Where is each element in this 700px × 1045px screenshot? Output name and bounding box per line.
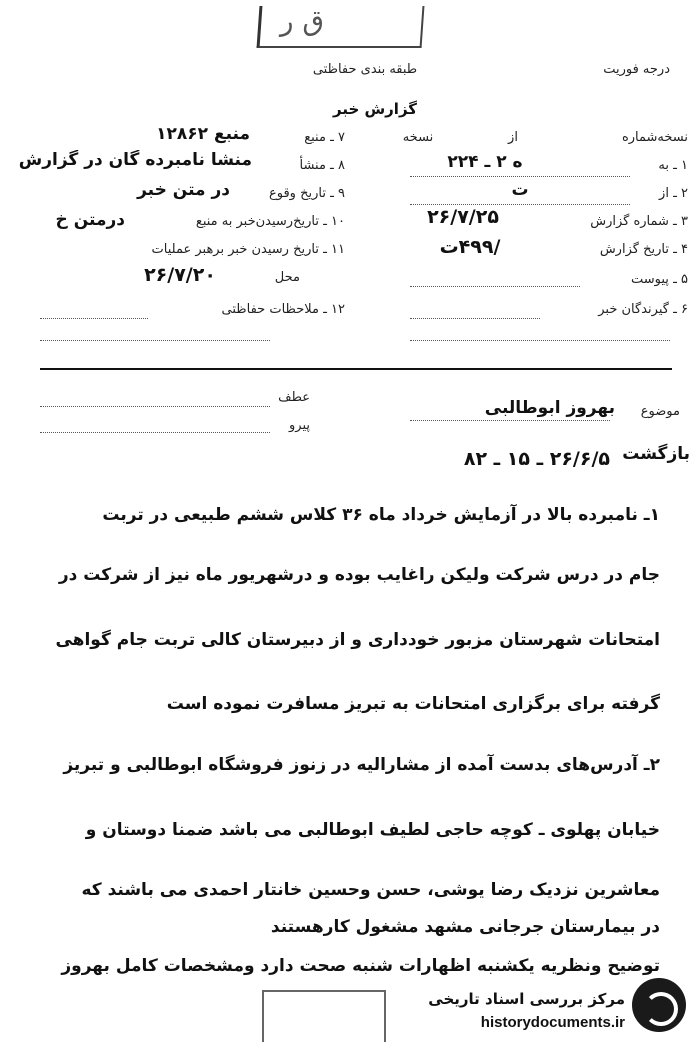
- watermark-org: مرکز بررسی اسناد تاریخی: [428, 990, 625, 1008]
- field-label-from: ۲ ـ از: [659, 186, 688, 201]
- body-line: در بیمارستان جرجانی مشهد مشغول کارهستند: [270, 917, 660, 937]
- field-value-report-number: ۲۶/۷/۲۵: [427, 206, 499, 228]
- dotted-line: [40, 318, 148, 319]
- field-label-news-to-source-date: ۱۰ ـ تاریخ‌رسیدن‌خبر به منبع: [195, 214, 345, 229]
- dotted-line: [410, 204, 630, 205]
- separator-rule: [40, 368, 672, 370]
- body-line: ۲ـ آدرس‌های بدست آمده از مشارالیه در زنوز فروشگاه ابوطالبی و تبریز: [63, 755, 660, 775]
- priority-label: درجه فوریت: [603, 62, 670, 77]
- field-label-to: ۱ ـ به: [658, 158, 688, 173]
- bottom-stamp-box: [262, 990, 386, 1042]
- field-label-recipients: ۶ ـ گیرندگان خبر: [598, 302, 688, 317]
- top-stamp-text: ق ر: [280, 4, 325, 37]
- field-label-report-number: ۳ ـ شماره گزارش: [590, 214, 688, 229]
- dotted-line: [410, 340, 670, 341]
- field-label-place: محل: [274, 270, 300, 285]
- field-label-origin: ۸ ـ منشأ: [299, 158, 345, 173]
- bazgasht-label: بازگشت: [622, 444, 690, 464]
- field-label-copy-number: نسخه‌شماره: [621, 130, 688, 145]
- body-line: جام در درس شرکت ولیکن راغایب بوده و درشهریور ماه نیز از شرکت در: [58, 565, 660, 585]
- body-line: توضیح ونظریه یکشنبه اظهارات شنبه صحت دارد ومشخصات کامل بهروز: [61, 956, 660, 976]
- body-line: امتحانات شهرستان مزبور خودداری و از دبیرستان کالی تربت جام گواهی: [55, 630, 660, 650]
- field-value-source: منبع ۱۲۸۶۲: [156, 124, 250, 144]
- body-line: گرفته برای برگزاری امتحانات به تبریز مسافرت نموده است: [166, 694, 660, 714]
- field-value-copy-unit: نسخه: [402, 130, 434, 145]
- body-line: خیابان پهلوی ـ کوچه حاجی لطیف ابوطالبی می باشد ضمنا دوستان و: [85, 820, 660, 840]
- field-value-place: ۲۶/۷/۲۰: [144, 264, 216, 286]
- peiro-label: پیرو: [289, 418, 310, 433]
- watermark-logo-icon: [632, 978, 686, 1032]
- field-label-security-notes: ۱۲ ـ ملاحظات حفاظتی: [221, 302, 345, 317]
- field-label-source: ۷ ـ منبع: [304, 130, 345, 145]
- field-value-copy-from: از: [508, 130, 518, 145]
- subject-label: موضوع: [640, 404, 680, 419]
- field-value-origin: منشا نامبرده گان در گزارش: [18, 150, 252, 170]
- body-line: ۱ـ نامبرده بالا در آزمایش خرداد ماه ۳۶ کلاس ششم طبیعی در تربت: [102, 505, 660, 525]
- field-label-attachment: ۵ ـ پیوست: [631, 272, 688, 287]
- atf-label: عطف: [278, 390, 310, 405]
- field-value-to: ه ۲ ـ ۲۲۴: [447, 152, 523, 172]
- subject-value: بهروز ابوطالبی: [484, 398, 615, 418]
- dotted-line: [40, 432, 270, 433]
- field-label-report-date: ۴ ـ تاریخ گزارش: [599, 242, 688, 257]
- dotted-line: [410, 420, 610, 421]
- dotted-line: [40, 340, 270, 341]
- field-label-occurrence-date: ۹ ـ تاریخ وقوع: [268, 186, 345, 201]
- field-value-news-to-source-date: درمتن خ: [55, 210, 125, 230]
- field-value-from: ت: [511, 180, 529, 200]
- classification-label: طبقه بندی حفاظتی: [312, 62, 418, 77]
- field-value-report-date: /۴۹۹ت: [439, 236, 501, 258]
- dotted-line: [40, 406, 270, 407]
- field-label-news-to-leader-date: ۱۱ ـ تاریخ رسیدن خبر برهبر عملیات: [151, 242, 345, 257]
- watermark-url: historydocuments.ir: [480, 1014, 625, 1031]
- dotted-line: [410, 286, 580, 287]
- dotted-line: [410, 318, 540, 319]
- bazgasht-value: ۲۶/۶/۵ ـ ۱۵ ـ ۸۲: [463, 448, 610, 470]
- dotted-line: [410, 176, 630, 177]
- body-line: معاشرین نزدیک رضا یوشی، حسن وحسین خانتار احمدی می باشند که: [81, 880, 660, 900]
- field-value-occurrence-date: در متن خبر: [137, 180, 230, 200]
- page-title: گزارش خبر: [332, 100, 418, 118]
